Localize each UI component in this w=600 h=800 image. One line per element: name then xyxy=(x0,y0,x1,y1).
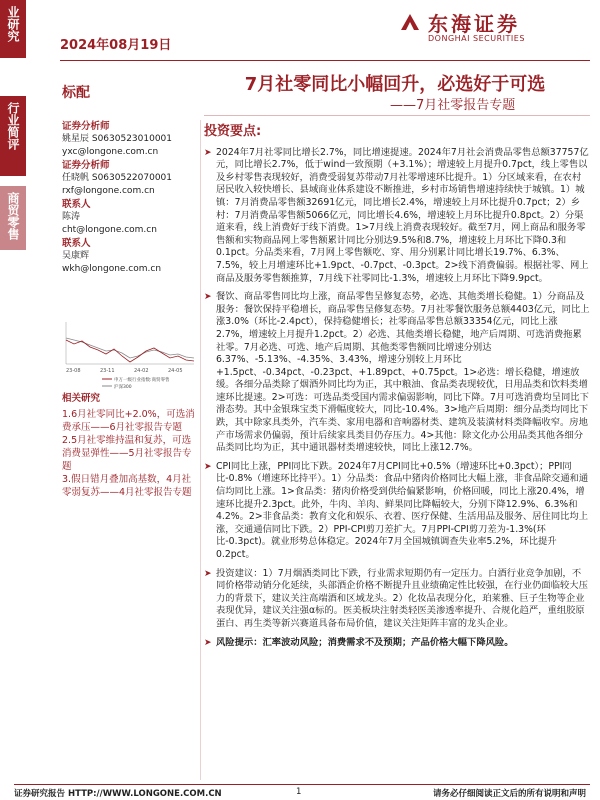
legend-label-sector: 申万一级行业指数:商贸零售 xyxy=(114,378,170,383)
analyst-panel xyxy=(62,120,198,276)
contact-name: 吴康辉 xyxy=(62,251,90,261)
chart-tick-label: 24-02 xyxy=(134,368,149,374)
logo-mark-icon xyxy=(398,10,422,34)
title-divider xyxy=(204,115,590,116)
industry-rating: 标配 xyxy=(62,85,90,101)
key-point-text: CPI同比上涨，PPI同比下跌。2024年7月CPI同比+0.5%（增速环比+0.3pct）；PPI同比-0.8%（增速环比持平）。1）分品类：食品中猪肉价格同比大幅上涨，非食品除交通和通信均同比上涨。1>食品类：猪肉价格受到供给偏紧影响，价格回暖，同比上涨20.4%，增速环比提升2.3pct。此外，牛肉、羊肉、鲜果同比降幅较大，分别下降12.9%、6.3%和4.2%。2>非食品类：教育文化和娱乐、衣着、医疗保健、生活用品及服务、居住同比均上涨，交通通信同比下跌。2）PPI-CPI剪刀差扩大。7月PPI-CPI剪刀差为-1.3%(环比-0.3pct)。就业形势总体稳定。2024年7月全国城镇调查失业率5.2%，环比提升0.2pct。 xyxy=(216,460,589,560)
bullet-icon: ➤ xyxy=(204,568,212,579)
contact-heading: 联系人 xyxy=(62,199,91,210)
analyst-name: 任晓帆 S0630522070001 xyxy=(62,173,173,183)
bullet-icon: ➤ xyxy=(204,147,212,158)
related-item[interactable]: 1.6月社零同比+2.0%，可选消费承压——6月社零报告专题 xyxy=(62,409,195,433)
analyst-heading: 证券分析师 xyxy=(62,160,110,171)
key-point-text: 投资建议：1）7月烟酒类同比下跌，行业需求短期仍有一定压力。白酒行业竞争加剧，不同价格带动销分化延续，头部酒企价格不断提升且业绩确定性比较强，在行业仍面临较大压力的背景下，建议关注高端酒和区域龙头。2）化妆品表现分化，珀莱雅、巨子生物等企业表现优异，建议关注强α标的。医美板块注射类轻医美渗透率提升、合规化趋严，重组胶原蛋白、再生类等新兴赛道具备布局价值，建议关注矩阵丰富的龙头企业。 xyxy=(216,567,588,629)
logo-text-en: DONGHAI SECURITIES xyxy=(428,34,525,43)
report-subtitle: ——7月社零报告专题 xyxy=(390,98,516,113)
left-sidebar xyxy=(0,0,44,800)
chart-line-benchmark xyxy=(66,338,194,358)
contact-email[interactable]: wkh@longone.com.cn xyxy=(62,264,162,274)
index-chart xyxy=(62,318,198,390)
logo-text-cn: 东海证券 xyxy=(428,12,520,36)
chart-tick-label: 23-08 xyxy=(66,368,81,374)
footer-divider xyxy=(14,784,590,785)
footer-disclaimer: 请务必仔细阅读正文后的所有说明和声明 xyxy=(432,789,586,799)
research-tab xyxy=(0,0,26,58)
chart-tick-label: 23-11 xyxy=(100,368,115,374)
related-heading: 相关研究 xyxy=(62,393,101,404)
sector-tab-label: 商贸零售 xyxy=(6,192,20,240)
sector-tab xyxy=(0,186,26,250)
page-number: 1 xyxy=(296,787,302,797)
contact-heading: 联系人 xyxy=(62,238,91,249)
key-point xyxy=(204,637,590,650)
column-divider xyxy=(200,120,201,780)
related-research xyxy=(62,392,198,499)
key-point xyxy=(204,147,590,286)
key-point-text: 餐饮、商品零售同比均上涨，商品零售呈修复态势，必选、其他类增长稳健。1）分商品及服务：餐饮保持平稳增长，商品零售呈修复态势。7月社零餐饮服务总额4403亿元，同比上涨3.0%（环比-2.4pct），保持稳健增长；社零商品零售总额33354亿元，同比上涨2.7%，增速较上月提升1.2pct。2）必选、其他类增长稳健，地产后周期、可选消费拖累社零。7月必选、可选、地产后周期、其他类零售额同比增速分别达6.37%、-5.13%、-4.35%、3.43%，增速分别较上月环比+1.5pct、-0.34pct、-0.23pct、+1.89pct、+0.75pct。1>必选：增长稳健，增速放缓。各细分品类除了烟酒外同比均为正，其中粮油、食品类表现较优，日用品类和饮料类增速环比提速。2>可选：可选品类受国内需求偏弱影响，同比下降。7月可选消费均呈同比下滑态势。其中金银珠宝类下滑幅度较大，同比-10.4%。3>地产后周期：细分品类均同比下跌，其中除家具类外，汽车类、家用电器和音响器材类、建筑及装潢材料类降幅收窄。房地产市场需求仍偏弱，预计后续家具类目仍存压力。4>其他：除文化办公用品类其他各细分品类同比均为正，其中通讯器材类增速较快，同比上涨12.7%。 xyxy=(216,291,590,454)
key-point xyxy=(204,291,590,455)
analyst-name: 姚星辰 S0630523010001 xyxy=(62,134,173,144)
chart-line-sector xyxy=(66,340,194,362)
contact-name: 陈涛 xyxy=(62,212,81,222)
header xyxy=(44,0,600,68)
bullet-icon: ➤ xyxy=(204,461,212,472)
report-title: 7月社零同比小幅回升，必选好于可选 xyxy=(244,74,546,95)
key-point-text: 2024年7月社零同比增长2.7%，同比增速提速。2024年7月社会消费品零售总额37757亿元，同比增长2.7%，低于wind一致预期（+3.1%）；增速较上月提升0.7pct，线上零售以及乡村零售表现较好，消费受弱复苏带动7月社零增速环比提升。1）分区域来看，在农村居民收入较快增长、县域商业体系建设不断推进，乡村市场销售增速持续快于城镇。1）城镇：7月消费品零售额32691亿元，同比增长2.4%，增速较上月环比提升0.7pct；2）乡村：7月消费品零售额5066亿元，同比增长4.6%，增速较上月环比提升0.8pct。2）分渠道来看，线上消费好于线下消费。1>7月线上消费表现较好。截至7月，网上商品和服务零售额和实物商品网上零售额累计同比分别达9.5%和8.7%，增速较上月环比下降0.3和0.1pct。分品类来看，7月网上零售额吃、穿、用分别累计同比增长19.7%、6.3%、7.5%，较上月增速环比+1.9pct、-0.7pct、-0.3pct。2>线下消费偏弱。根据社零、网上商品及服务零售额推算，7月线下社零同比-1.3%，增速较上月环比下降9.9pct。 xyxy=(216,146,589,284)
footer-url[interactable]: 证券研究报告 HTTP://WWW.LONGONE.COM.CN xyxy=(14,789,222,799)
analyst-heading: 证券分析师 xyxy=(62,121,110,132)
company-logo xyxy=(398,8,580,48)
key-point xyxy=(204,461,590,562)
industry-tab xyxy=(0,96,26,176)
related-item[interactable]: 3.假日错月叠加高基数，4月社零弱复苏——4月社零报告专题 xyxy=(62,474,192,498)
research-tab-label: 业研究 xyxy=(6,6,20,42)
key-point-text: 风险提示：汇率波动风险；消费需求不及预期；产品价格大幅下降风险。 xyxy=(216,636,514,648)
section-heading: 投资要点: xyxy=(204,124,262,139)
contact-email[interactable]: cht@longone.com.cn xyxy=(62,225,157,235)
bullet-icon: ➤ xyxy=(204,292,212,303)
related-item[interactable]: 2.5月社零维持温和复苏，可选消费显弹性——5月社零报告专题 xyxy=(62,435,192,472)
analyst-email[interactable]: rxf@longone.com.cn xyxy=(62,186,155,196)
legend-label-benchmark: 沪深300 xyxy=(114,385,132,390)
report-date: 2024年08月19日 xyxy=(60,38,172,53)
main-content xyxy=(204,126,590,655)
chart-tick-label: 24-05 xyxy=(168,368,183,374)
key-point xyxy=(204,568,590,631)
header-divider xyxy=(60,60,590,61)
bullet-icon: ➤ xyxy=(204,637,212,648)
analyst-email[interactable]: yxc@longone.com.cn xyxy=(62,147,159,157)
industry-tab-label: 行业简评 xyxy=(6,102,20,150)
